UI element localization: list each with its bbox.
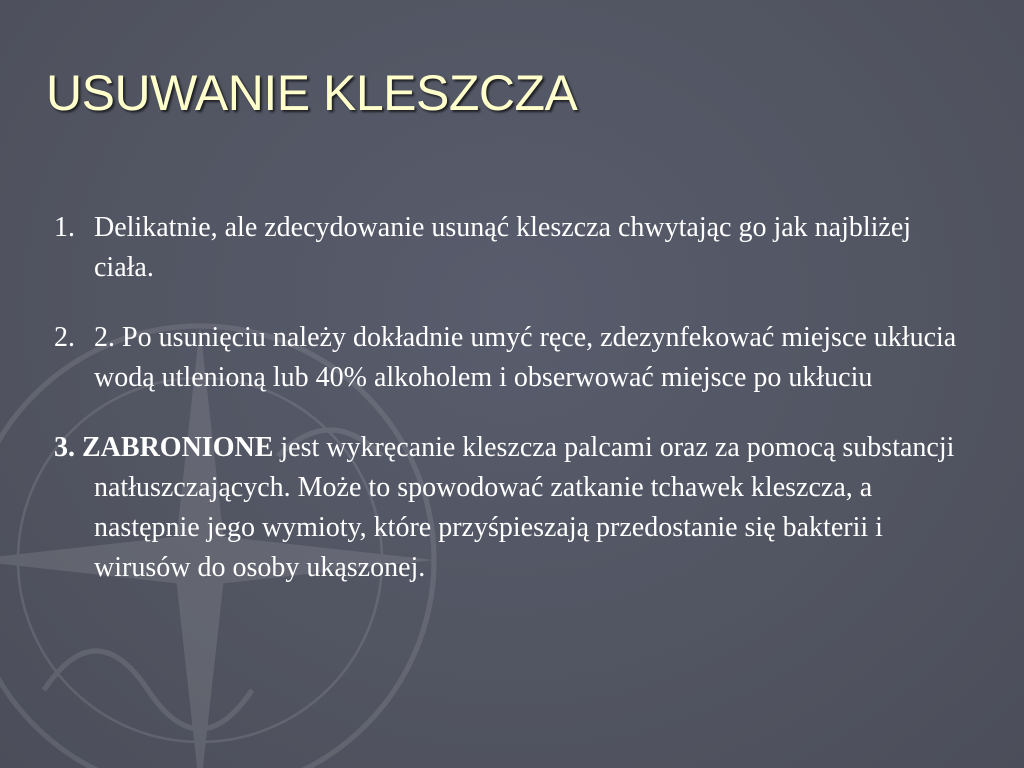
list-item-2	[54, 318, 974, 398]
list-item-3	[54, 428, 974, 588]
list-item-text: jest wykręcanie kleszcza palcami oraz za pomocą substancji natłuszczających. Może to spowodować zatkanie tchawek kleszcza, a następnie jego wymioty, które przyśpieszają przedostanie się bakterii i wirusów do osoby ukąszonej.	[94, 432, 955, 583]
list-item-1	[54, 208, 974, 288]
list-item-number: 1.	[54, 212, 75, 243]
list-item-text: 2. Po usunięciu należy dokładnie umyć ręce, zdezynfekować miejsce ukłucia wodą utlenioną lub 40% alkoholem i obserwować miejsce po ukłuciu	[94, 322, 957, 393]
slide-title: USUWANIE KLESZCZA	[46, 65, 578, 121]
list-item-bold-lead: 3. ZABRONIONE	[54, 432, 274, 463]
list-item-number: 2.	[54, 322, 75, 353]
slide-content	[54, 208, 974, 588]
list-item-text: Delikatnie, ale zdecydowanie usunąć kleszcza chwytając go jak najbliżej ciała.	[94, 212, 912, 283]
